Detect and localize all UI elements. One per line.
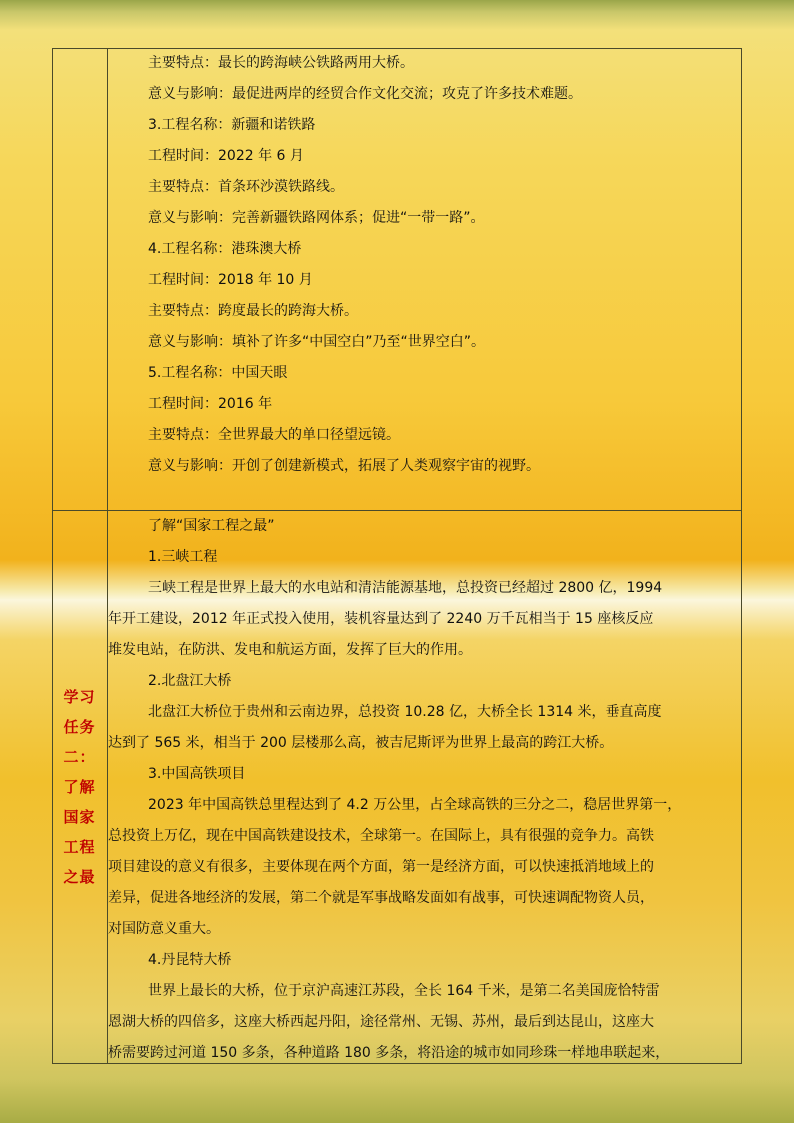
task-label-line: 二： [63, 748, 96, 766]
paragraph-line: 北盘江大桥位于贵州和云南边界，总投资 10.28 亿，大桥全长 1314 米，垂直高度 [148, 704, 662, 720]
task-label-line: 之最 [63, 868, 96, 886]
task-label-line: 任务 [63, 718, 96, 736]
paragraph-line: 年开工建设，2012 年正式投入使用，装机容量达到了 2240 万千瓦相当于 15 座核反应 [108, 611, 654, 627]
paragraph-line: 桥需要跨过河道 150 多条，各种道路 180 多条，将沿途的城市如同珍珠一样地串联起来， [108, 1045, 670, 1061]
section-heading: 1.三峡工程 [148, 549, 218, 565]
paragraph-line: 三峡工程是世界上最大的水电站和清洁能源基地，总投资已经超过 2800 亿，1994 [148, 580, 663, 596]
text-line: 意义与影响：填补了许多“中国空白”乃至“世界空白”。 [148, 334, 486, 350]
paragraph-line: 对国防意义重大。 [108, 921, 220, 937]
paragraph-line: 差异，促进各地经济的发展，第二个就是军事战略发面如有战事，可快速调配物资人员， [108, 890, 654, 906]
text-line: 工程时间：2022 年 6 月 [148, 148, 304, 164]
section-heading: 3.中国高铁项目 [148, 766, 246, 782]
section-heading: 4.丹昆特大桥 [148, 952, 232, 968]
text-line: 5.工程名称：中国天眼 [148, 365, 288, 381]
text-line: 工程时间：2018 年 10 月 [148, 272, 313, 288]
task-label [52, 511, 107, 1063]
text-line: 3.工程名称：新疆和诺铁路 [148, 117, 316, 133]
text-line: 4.工程名称：港珠澳大桥 [148, 241, 302, 257]
paragraph-line: 堆发电站，在防洪、发电和航运方面，发挥了巨大的作用。 [108, 642, 472, 658]
paragraph-line: 世界上最长的大桥，位于京沪高速江苏段，全长 164 千米，是第二名美国庞恰特雷 [148, 983, 660, 999]
task-label-line: 国家 [63, 808, 96, 826]
task-label-line: 工程 [63, 838, 96, 856]
task-label-line: 学习 [63, 688, 96, 706]
section-heading: 2.北盘江大桥 [148, 673, 232, 689]
text-line: 意义与影响：完善新疆铁路网体系；促进“一带一路”。 [148, 210, 485, 226]
text-line: 主要特点：首条环沙漠铁路线。 [148, 179, 344, 195]
paragraph-line: 恩湖大桥的四倍多，这座大桥西起丹阳，途径常州、无锡、苏州，最后到达昆山，这座大 [108, 1014, 654, 1030]
text-line: 主要特点：最长的跨海峡公铁路两用大桥。 [148, 55, 414, 71]
text-line: 工程时间：2016 年 [148, 396, 273, 412]
paragraph-line: 总投资上万亿，现在中国高铁建设技术，全球第一。在国际上，具有很强的竞争力。高铁 [108, 828, 654, 844]
text-line: 意义与影响：最促进两岸的经贸合作文化交流；攻克了许多技术难题。 [148, 86, 582, 102]
task-label-line: 了解 [63, 778, 96, 796]
paragraph-line: 达到了 565 米，相当于 200 层楼那么高，被吉尼斯评为世界上最高的跨江大桥。 [108, 735, 614, 751]
paragraph-line: 2023 年中国高铁总里程达到了 4.2 万公里，占全球高铁的三分之二，稳居世界第一， [148, 797, 682, 813]
table-cell-continued-projects [108, 48, 740, 510]
paragraph-line: 项目建设的意义有很多，主要体现在两个方面，第一是经济方面，可以快速抵消地域上的 [108, 859, 654, 875]
text-line: 主要特点：跨度最长的跨海大桥。 [148, 303, 358, 319]
text-line: 主要特点：全世界最大的单口径望远镜。 [148, 427, 400, 443]
section-intro: 了解“国家工程之最” [148, 518, 275, 534]
text-line: 意义与影响：开创了创建新模式，拓展了人类观察宇宙的视野。 [148, 458, 540, 474]
table-cell-national-projects [108, 511, 740, 1063]
